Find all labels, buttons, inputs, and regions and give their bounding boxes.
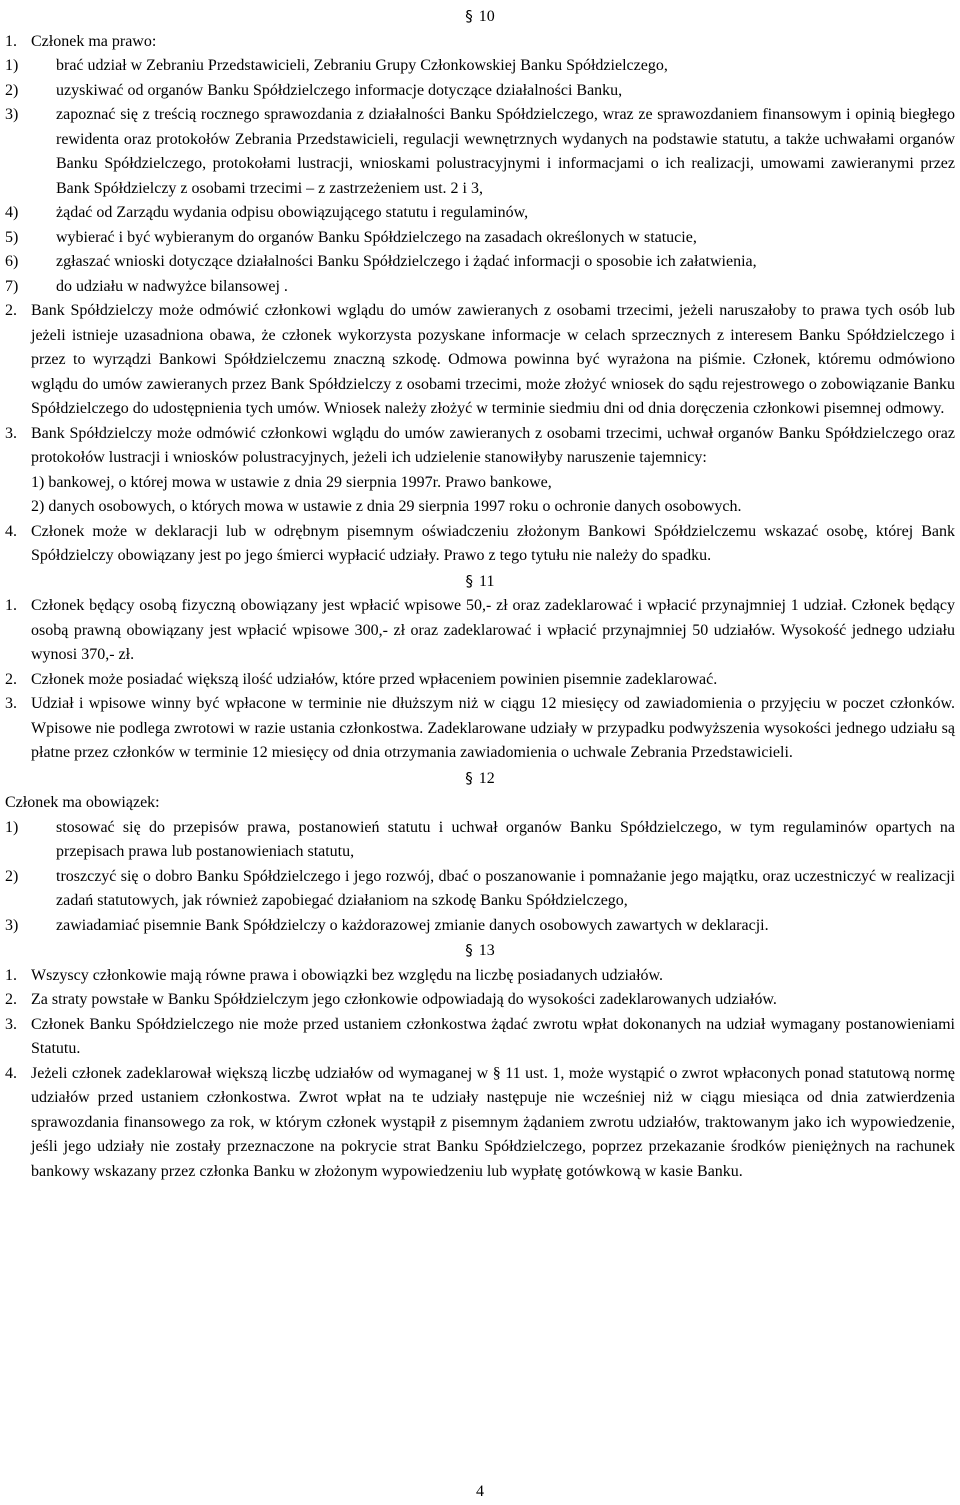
item-number: 2.: [5, 670, 17, 688]
item-text: Członek Banku Spółdzielczego nie może przed ustaniem członkostwa żądać zwrotu wpłat dokonanych na udział wymagany postanowieniami Statutu.: [31, 1015, 955, 1057]
list-number: 7): [5, 277, 19, 295]
list-number: 1): [5, 818, 19, 836]
secrecy-line: 1) bankowej, o której mowa w ustawie z dnia 29 sierpnia 1997r. Prawo bankowe,: [31, 473, 552, 491]
list-number: 5): [5, 228, 19, 246]
item-number: 4.: [5, 1064, 17, 1082]
section-number: 12: [478, 769, 495, 787]
list-text: zapoznać się z treścią rocznego sprawozdania z działalności Banku Spółdzielczego, wraz ze sprawozdaniem finansowym i opinią biegłego rewidenta oraz protokołów Zebrania Przedstawicieli, regulacji wewnętrznych wydanych na podstawie statutu, a także uchwałami organów Banku Spółdzielczego, protokołami lustracji, wnioskami polustracyjnymi i informacjami o ich realizacji, umowami zawieranymi przez Bank Spółdzielczy z osobami trzecimi – z zastrzeżeniem ust. 2 i 3,: [56, 106, 955, 197]
section-number: 13: [478, 942, 495, 959]
obligations-intro: Członek ma obowiązek:: [5, 794, 160, 811]
list-text: do udziału w nadwyżce bilansowej .: [56, 277, 288, 295]
section-heading-12: [5, 766, 955, 792]
item-text: Bank Spółdzielczy może odmówić członkowi wglądu do umów zawieranych z osobami trzecimi, uchwał organów Banku Spółdzielczego oraz protokołów lustracji i wniosków polustracyjnych, jeżeli ich udzielenie stanowiłyby naruszenie tajemnicy:: [31, 424, 955, 466]
item-text: Członek będący osobą fizyczną obowiązany jest wpłacić wpisowe 50,- zł oraz zadeklarować i wpłacić przynajmniej 1 udział. Członek będący osobą prawną obowiązany jest wpłacić wpisowe 300,- zł oraz zadeklarować i wpłacić przynajmniej 50 udziałów. Wysokość jednego udziału wynosi 370,- zł.: [31, 597, 955, 663]
list-number: 2): [5, 81, 19, 99]
paragraph-13-2: [5, 988, 955, 1013]
paragraph-13-1: [5, 964, 955, 989]
paragraph-11-3: [5, 692, 955, 766]
list-item: [5, 865, 955, 914]
list-item: [5, 275, 955, 300]
item-text: Wszyscy członkowie mają równe prawa i obowiązki bez względu na liczbę posiadanych udziałów.: [31, 966, 664, 984]
list-number: 3): [5, 916, 19, 934]
list-item: [5, 226, 955, 251]
list-text: brać udział w Zebraniu Przedstawicieli, Zebraniu Grupy Członkowskiej Banku Spółdzielczego,: [56, 57, 668, 74]
list-item: [5, 79, 955, 104]
item-number: 1.: [5, 32, 17, 50]
list-number: 6): [5, 253, 19, 270]
item-text: Udział i wpisowe winny być wpłacone w terminie nie dłuższym niż w ciągu 12 miesięcy od zawiadomienia o przyjęciu w poczet członków. Wpisowe nie podlega zwrotowi w razie ustania członkostwa. Zadeklarowane udziały w przypadku podwyższenia wysokości jednego udziału są płatne przez członków w terminie 12 miesięcy od dnia otrzymania zawiadomienia o uchwale Zebrania Przedstawicieli.: [31, 695, 955, 761]
item-text: Jeżeli członek zadeklarował większą liczbę udziałów od wymaganej w § 11 ust. 1, może wystąpić o zwrot wpłaconych ponad statutową normę udziałów przed ustaniem członkostwa. Zwrot wpłat na te udziały następuje nie wcześniej niż w ciągu miesiąca od dnia zatwierdzenia sprawozdania finansowego za rok, w którym członek wystąpił z pisemnym żądaniem zwrotu udziałów, traktowanym jako ich wypowiedzenie, jeśli jego udziały nie zostały przeznaczone na pokrycie strat Banku Spółdzielczego, poprzez przekazanie środków pieniężnych na rachunek bankowy wskazany przez członka Banku w złożonym wypowiedzeniu lub wypłatę gotówkową w kasie Banku.: [31, 1064, 955, 1180]
section-heading-11: [5, 569, 955, 595]
list-item: [5, 201, 955, 226]
item-number: 1.: [5, 966, 17, 984]
document-body: [5, 4, 955, 1184]
section-symbol: §: [465, 941, 473, 959]
paragraph-11-1: [5, 594, 955, 668]
list-text: żądać od Zarządu wydania odpisu obowiązującego statutu i regulaminów,: [56, 204, 529, 221]
list-number: 2): [5, 867, 19, 885]
item-text: Członek ma prawo:: [31, 32, 157, 50]
list-item: [5, 250, 955, 275]
list-text: troszczyć się o dobro Banku Spółdzielczego i jego rozwój, dbać o poszanowanie i pomnażanie jego majątku, oraz uczestniczyć w realizacji zadań statutowych, jak również zapobiegać działaniom na szkodę Banku Spółdzielczego,: [56, 867, 955, 909]
item-number: 3.: [5, 695, 17, 712]
item-number: 1.: [5, 597, 17, 614]
obligations-list: [5, 816, 955, 939]
paragraph-13-4: [5, 1062, 955, 1185]
paragraph-13-3: [5, 1013, 955, 1062]
secrecy-line: 2) danych osobowych, o których mowa w ustawie z dnia 29 sierpnia 1997 roku o ochronie danych osobowych.: [31, 498, 742, 515]
list-item: [5, 914, 955, 939]
section-symbol: §: [465, 768, 473, 787]
item-number: 3.: [5, 1015, 17, 1033]
item-text: Członek może w deklaracji lub w odrębnym pisemnym oświadczeniu złożonym Bankowi Spółdzielczemu wskazać osobę, której Bank Spółdzielczy obowiązany jest po jego śmierci wypłacić udziały. Prawo z tego tytułu nie należy do spadku.: [31, 522, 955, 564]
list-item: [5, 816, 955, 865]
list-item: [5, 54, 955, 79]
section-number: 11: [479, 572, 495, 590]
list-number: 4): [5, 204, 19, 221]
rights-list: [5, 54, 955, 299]
list-text: zawiadamiać pisemnie Bank Spółdzielczy o każdorazowej zmianie danych osobowych zawartych w deklaracji.: [56, 916, 769, 934]
list-text: zgłaszać wnioski dotyczące działalności Banku Spółdzielczego i żądać informacji o sposobie ich załatwienia,: [56, 253, 757, 270]
paragraph-11-2: [5, 668, 955, 693]
section-symbol: §: [465, 7, 473, 25]
paragraph-10-2: [5, 299, 955, 422]
list-text: uzyskiwać od organów Banku Spółdzielczego informacje dotyczące działalności Banku,: [56, 81, 623, 99]
list-number: 1): [5, 57, 19, 74]
item-text: Bank Spółdzielczy może odmówić członkowi wglądu do umów zawieranych z osobami trzecimi, jeżeli naruszałoby to prawa tych osób lub jeżeli istnieje uzasadniona obawa, że członek wykorzysta pozyskane informacje w celach sprzecznych z interesem Banku Spółdzielczego i przez to wyrządzi Bankowi Spółdzielczemu znaczną szkodę. Odmowa powinna być wyrażona na piśmie. Członek, któremu odmówiono wglądu do umów zawieranych przez Bank Spółdzielczy z osobami trzecimi, może złożyć wniosek do sądu rejestrowego o zobowiązanie Banku Spółdzielczego do udostępnienia tych umów. Wniosek należy złożyć w terminie siedmiu dni od dnia doręczenia członkowi pisemnej odmowy.: [31, 302, 955, 417]
paragraph-10-3: [5, 422, 955, 471]
paragraph-10-4: [5, 520, 955, 569]
list-text: wybierać i być wybieranym do organów Banku Spółdzielczego na zasadach określonych w statucie,: [56, 228, 697, 246]
section-heading-10: [5, 4, 955, 30]
item-number: 3.: [5, 424, 17, 442]
list-item: [5, 103, 955, 201]
item-number: 2.: [5, 302, 17, 319]
item-text: Za straty powstałe w Banku Spółdzielczym jego członkowie odpowiadają do wysokości zadeklarowanych udziałów.: [31, 991, 777, 1008]
section-heading-13: [5, 938, 955, 964]
list-text: stosować się do przepisów prawa, postanowień statutu i uchwał organów Banku Spółdzielczego, w tym regulaminów opartych na przepisach prawa lub postanowieniach statutu,: [56, 818, 955, 860]
item-number: 2.: [5, 991, 17, 1008]
section-symbol: §: [465, 571, 474, 590]
list-number: 3): [5, 106, 19, 123]
item-text: Członek może posiadać większą ilość udziałów, które przed wpłaceniem powinien pisemnie zadeklarować.: [31, 670, 718, 688]
section-number: 10: [478, 8, 495, 25]
paragraph-10-1: [5, 30, 955, 55]
item-number: 4.: [5, 522, 17, 540]
page-number: 4: [476, 1483, 484, 1500]
